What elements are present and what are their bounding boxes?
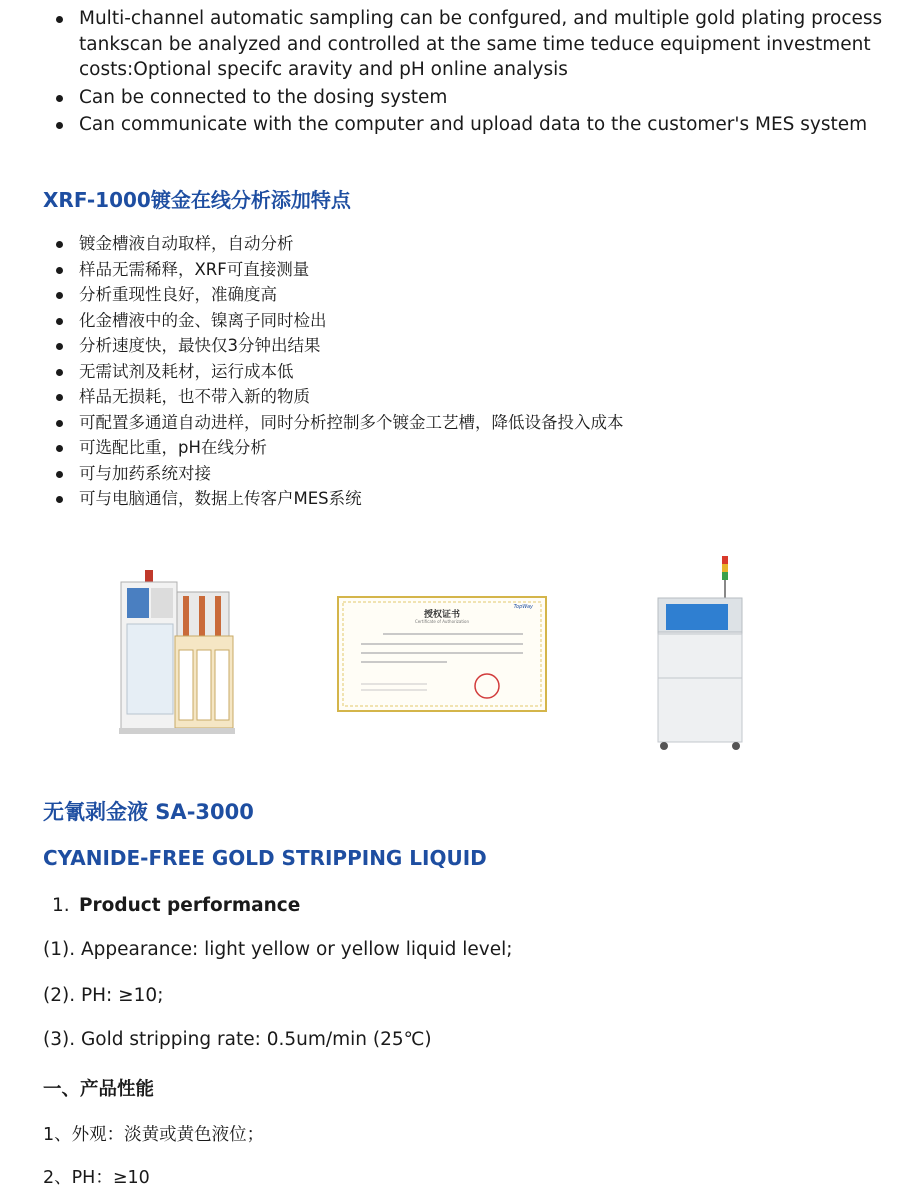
bullet-icon [56, 394, 63, 401]
spec-ph: (2). PH: ≥10; [43, 985, 164, 1006]
bullet-icon [56, 369, 63, 376]
xrf-heading: XRF-1000镀金在线分析添加特点 [43, 188, 351, 212]
list-item: 样品无损耗，也不带入新的物质 [0, 384, 903, 410]
online-analyzer-cabinet-image [654, 556, 746, 754]
performance-heading [52, 895, 300, 916]
bullet-icon [56, 122, 63, 129]
bullet-icon [56, 471, 63, 478]
list-item: 可与加药系统对接 [0, 461, 903, 487]
spec-appearance-cn: 1、外观：淡黄或黄色液位； [43, 1125, 265, 1145]
bullet-icon [56, 292, 63, 299]
list-item: Multi-channel automatic sampling can be confgured, and multiple gold plating process tankscan be analyzed and controlled at the same time teduce equipment investment costs:Optional specifc aravity and pH online analysis [0, 6, 903, 83]
list-item: 可选配比重，pH在线分析 [0, 435, 903, 461]
list-item: 可与电脑通信，数据上传客户MES系统 [0, 486, 903, 512]
bullet-icon [56, 420, 63, 427]
english-feature-list [0, 6, 903, 140]
product-title-cn: 无氰剥金液 SA-3000 [43, 800, 254, 824]
certificate-brand: TopWay [513, 604, 533, 610]
bullet-icon [56, 16, 63, 23]
bullet-icon [56, 445, 63, 452]
certificate-image [337, 596, 547, 712]
list-item: 无需试剂及耗材，运行成本低 [0, 359, 903, 385]
bullet-icon [56, 318, 63, 325]
bullet-icon [56, 267, 63, 274]
performance-heading-cn: 一、产品性能 [43, 1079, 155, 1100]
bullet-icon [56, 241, 63, 248]
list-item: 分析重现性良好，准确度高 [0, 282, 903, 308]
analyzer-apparatus-image [115, 570, 235, 738]
list-item: Can communicate with the computer and upload data to the customer's MES system [0, 112, 903, 138]
certificate-subtitle: Certificate of Authorization [415, 619, 469, 624]
list-item: 化金槽液中的金、镍离子同时检出 [0, 308, 903, 334]
spec-appearance: (1). Appearance: light yellow or yellow liquid level; [43, 939, 513, 960]
list-item: Can be connected to the dosing system [0, 85, 903, 111]
list-item: 分析速度快，最快仅3分钟出结果 [0, 333, 903, 359]
bullet-icon [56, 343, 63, 350]
list-item: 样品无需稀释，XRF可直接测量 [0, 257, 903, 283]
bullet-icon [56, 95, 63, 102]
performance-label: Product performance [79, 895, 301, 916]
product-title-en: CYANIDE-FREE GOLD STRIPPING LIQUID [43, 846, 487, 870]
spec-ph-cn: 2、PH：≥10 [43, 1168, 150, 1188]
spec-stripping-rate: (3). Gold stripping rate: 0.5um/min (25℃) [43, 1029, 432, 1050]
chinese-feature-list [0, 231, 903, 512]
bullet-icon [56, 496, 63, 503]
performance-number: 1. [52, 895, 70, 916]
list-item: 镀金槽液自动取样，自动分析 [0, 231, 903, 257]
list-item: 可配置多通道自动进样，同时分析控制多个镀金工艺槽，降低设备投入成本 [0, 410, 903, 436]
certificate-title: 授权证书 [423, 610, 460, 620]
